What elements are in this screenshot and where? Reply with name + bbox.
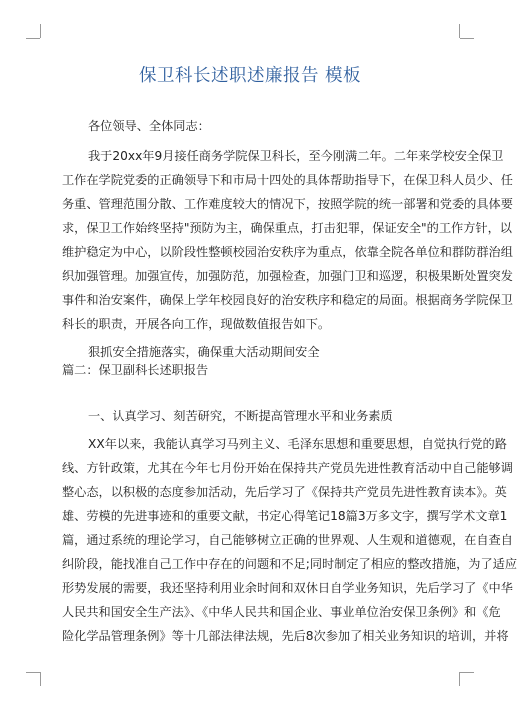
paragraph-line: XX年以来，我能认真学习马列主义、毛泽东思想和重要思想，自觉执行党的路	[88, 437, 507, 451]
crop-mark-top-left	[26, 38, 40, 39]
document-title: 保卫科长述职述廉报告 模板	[138, 66, 362, 86]
crop-mark-bottom-right	[460, 672, 474, 673]
paragraph-line: 维护稳定为中心，以阶段性整顿校园治安秩序为重点，依靠全院各单位和群防群治组	[62, 245, 513, 259]
paragraph-line: 求，保卫工作始终坚持"预防为主，确保重点，打击犯罪，保证安全"的工作方针，以	[62, 221, 512, 235]
paragraph-line: 务重、管理范围分散、工作难度较大的情况下，按照学院的统一部署和党委的具体要	[62, 197, 513, 211]
paragraph-line: 事件和治安案件，确保上学年校园良好的治安秩序和稳定的局面。根据商务学院保卫	[62, 293, 513, 307]
salutation: 各位领导、全体同志：	[88, 119, 210, 133]
section-heading: 一、认真学习、刻苦研究，不断提高管理水平和业务素质	[88, 409, 393, 423]
crop-mark-top-right	[460, 38, 474, 39]
paragraph-line: 雄、劳模的先进事迹和的重要文献，书定心得笔记18篇3万多文字，撰写学术文章1	[62, 509, 508, 523]
paragraph-line: 科长的职责，开展各向工作，现做数值报告如下。	[62, 317, 331, 331]
paragraph-line: 织加强管理。加强宣传，加强防范，加强检查，加强门卫和巡逻，积极果断处置突发	[62, 269, 513, 283]
paragraph-line: 线、方针政策，尤其在今年七月份开始在保持共产党员先进性教育活动中自己能够调	[62, 461, 513, 475]
paragraph-line: 工作在学院党委的正确领导下和市局十四处的具体帮助指导下，在保卫科人员少、任	[62, 173, 513, 187]
paragraph-line: 整心态，以积极的态度参加活动，先后学习了《保持共产党员先进性教育读本》。英	[62, 485, 507, 499]
crop-mark-bottom-right	[459, 672, 460, 686]
crop-mark-top-left	[40, 24, 41, 38]
paragraph-line: 纠阶段，能找准自己工作中存在的问题和不足;同时制定了相应的整改措施，为了适应	[62, 557, 517, 571]
subheading: 狠抓安全措施落实，确保重大活动期间安全	[88, 345, 320, 359]
paragraph-line: 人民共和国安全生产法》、《中华人民共和国企业、事业单位治安保卫条例》和《危	[62, 605, 501, 619]
paragraph-line: 我于20xx年9月接任商务学院保卫科长，至今刚满二年。二年来学校安全保卫	[88, 149, 504, 163]
paragraph-line: 篇，通过系统的理论学习，自己能够树立正确的世界观、人生观和道德观，在自查自	[62, 533, 513, 547]
crop-mark-bottom-left	[40, 672, 41, 686]
crop-mark-bottom-left	[26, 672, 40, 673]
paragraph-line: 险化学品管理条例》等十几部法律法规，先后8次参加了相关业务知识的培训，并将	[62, 629, 509, 643]
part-heading: 篇二：保卫副科长述职报告	[62, 363, 209, 377]
crop-mark-top-right	[459, 24, 460, 38]
paragraph-line: 形势发展的需要，我还坚持利用业余时间和双休日自学业务知识，先后学习了《中华	[62, 581, 513, 595]
